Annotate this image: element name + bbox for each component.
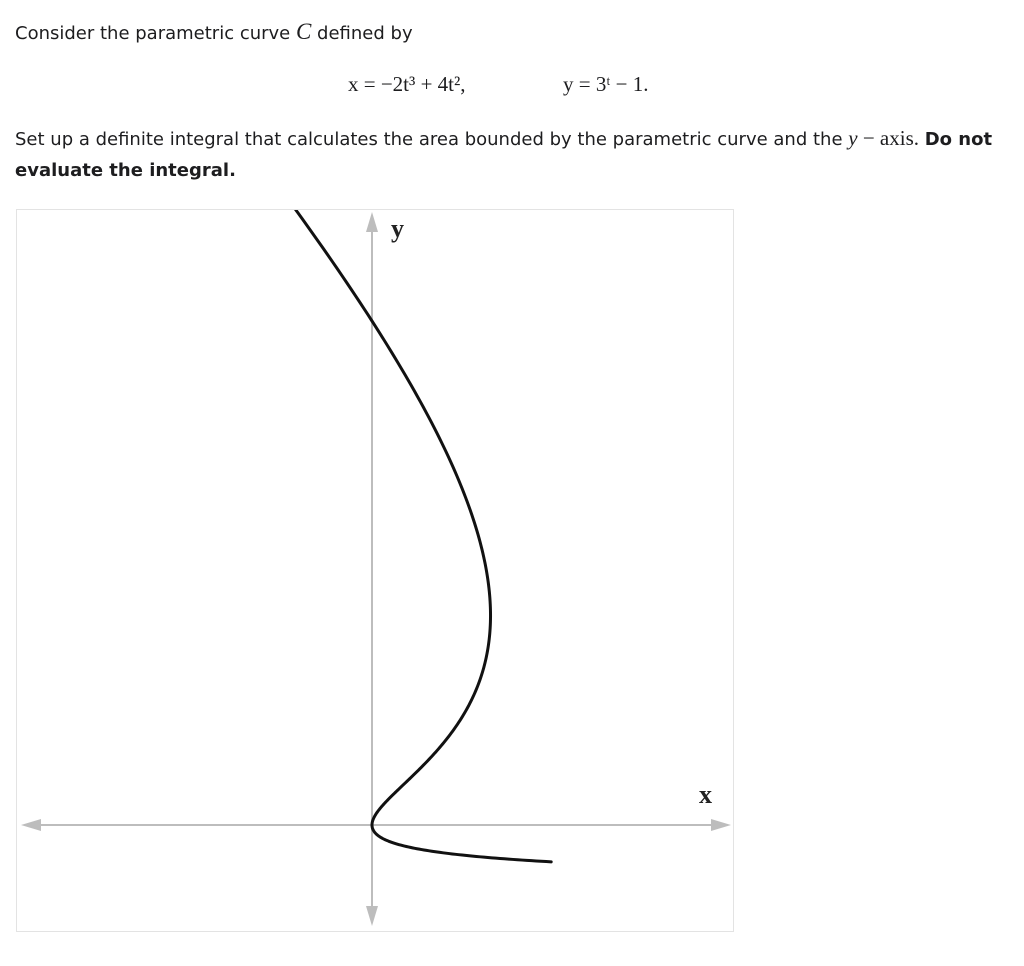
graph-panel <box>16 209 734 932</box>
x-axis-right-arrow <box>711 819 731 831</box>
instruction-bold-first: Do not <box>924 129 993 150</box>
parametric-curve <box>275 210 551 862</box>
x-axis-label: x <box>699 780 712 809</box>
curve-symbol: C <box>295 19 312 44</box>
problem-intro <box>15 19 413 45</box>
equation-y: y = 3ᵗ − 1. <box>563 72 649 96</box>
parametric-graph <box>17 210 735 933</box>
instruction-line <box>15 126 992 151</box>
intro-text-end: defined by <box>311 23 413 44</box>
instruction-text: Set up a definite integral that calculates the area bounded by the parametric curve and the <box>15 129 849 150</box>
instruction-math-y: y <box>848 126 858 150</box>
instruction-bold-second: evaluate the integral. <box>15 160 236 181</box>
x-axis-left-arrow <box>21 819 41 831</box>
y-axis-bottom-arrow <box>366 906 378 926</box>
y-axis-label: y <box>391 214 404 243</box>
intro-text: Consider the parametric curve <box>15 23 296 44</box>
instruction-math-axis: axis. <box>879 126 919 150</box>
equation-x: x = −2t³ + 4t², <box>348 72 466 96</box>
instruction-math-dash: − <box>857 126 880 150</box>
y-axis-top-arrow <box>366 212 378 232</box>
